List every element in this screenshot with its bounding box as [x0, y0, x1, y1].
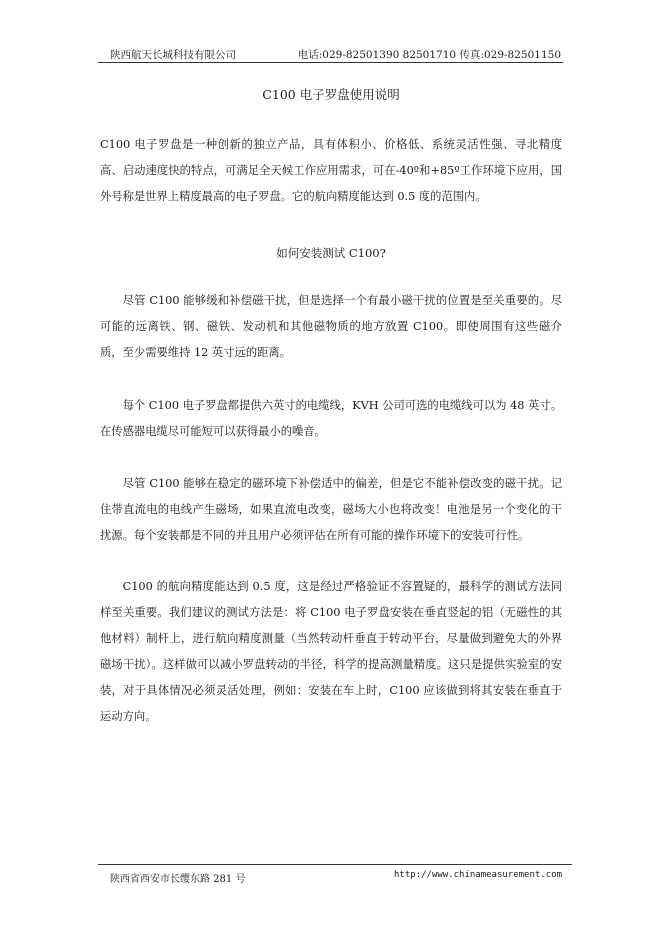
page-header	[98, 44, 563, 63]
header-company: 陕西航天长城科技有限公司	[110, 49, 236, 61]
page-footer	[98, 864, 572, 885]
intro-paragraph: C100 电子罗盘是一种创新的独立产品，具有体积小、价格低、系统灵活性强、寻北精度高、启动速度快的特点，可满足全天候工作应用需求，可在-40º和+85º工作环境下应用，国外号称是世界上精度最高的电子罗盘。它的航向精度能达到 0.5 度的范围内。	[100, 138, 562, 203]
paragraph-2: 每个 C100 电子罗盘都提供六英寸的电缆线，KVH 公司可选的电缆线可以为 48 英寸。在传感器电缆尽可能短可以获得最小的噪音。	[100, 399, 562, 438]
document-title: C100 电子罗盘使用说明	[262, 87, 400, 102]
paragraph-3: 尽管 C100 能够在稳定的磁环境下补偿适中的偏差，但是它不能补偿改变的磁干扰。记住带直流电的电线产生磁场，如果直流电改变，磁场大小也将改变！电池是另一个变化的干扰源。每个安装都是不同的并且用户必须评估在所有可能的操作环境下的安装可行性。	[100, 477, 562, 542]
paragraph-1: 尽管 C100 能够缓和补偿磁干扰，但是选择一个有最小磁干扰的位置是至关重要的。尽可能的远离铁、钢、磁铁、发动机和其他磁物质的地方放置 C100。即使周围有这些磁介质，至少需要维持 12 英寸远的距离。	[100, 294, 562, 359]
footer-address: 陕西省西安市长缨东路 281 号	[110, 874, 246, 885]
header-contact: 电话:029-82501390 82501710 传真:029-82501150	[297, 49, 561, 61]
footer-website-link[interactable]: http://www.chinameasurement.com	[394, 870, 562, 880]
section-title: 如何安装测试 C100?	[276, 246, 386, 260]
paragraph-4: C100 的航向精度能达到 0.5 度，这是经过严格验证不容置疑的，最科学的测试方法同样至关重要。我们建议的测试方法是：将 C100 电子罗盘安装在垂直竖起的铝（无磁性的其他材料）制杆上，进行航向精度测量（当然转动杆垂直于转动平台，尽量做到避免大的外界磁场干扰）。这样做可以减小罗盘转动的半径，科学的提高测量精度。这只是提供实验室的安装，对于具体情况必须灵活处理，例如：安装在车上时，C100 应该做到将其安装在垂直于运动方向。	[100, 580, 562, 723]
